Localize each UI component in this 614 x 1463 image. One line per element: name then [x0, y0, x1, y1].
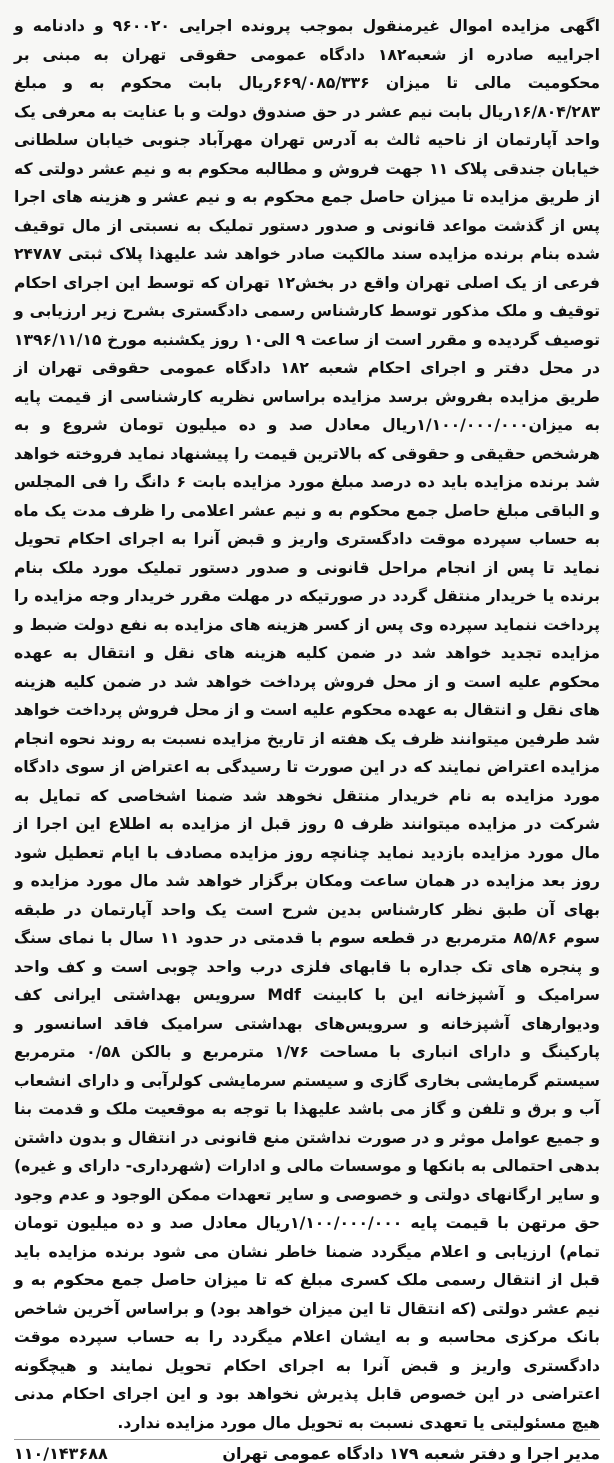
notice-number: ۱۱۰/۱۴۳۶۸۸	[14, 1444, 108, 1463]
notice-footer	[14, 1439, 600, 1463]
signature-line: مدیر اجرا و دفتر شعبه ۱۷۹ دادگاه عمومی تهران	[222, 1444, 600, 1463]
notice-body-text: اگهی مزایده اموال غیرمنقول بموجب پرونده اجرایی ۹۶۰۰۲۰ و دادنامه و اجراییه صادره از شعبه۱۸۲ دادگاه عمومی حقوقی تهران به مبنی بر محکومیت مالی تا میزان ۶۶۹/۰۸۵/۳۳۶ریال بابت محکوم به و مبلغ ۱۶/۸۰۴/۲۸۳ریال بابت نیم عشر در حق صندوق دولت و با عنایت به معرفی یک واحد آپارتمان از ناحیه ثالث به آدرس تهران مهرآباد جنوبی خیابان سلطانی خیابان جندقی پلاک ۱۱ جهت فروش و مطالبه محکوم به و نیم عشر دولتی که از طریق مزایده تا میزان حاصل جمع محکوم به و نیم عشر و هزینه های اجرا پس از گذشت مواعد قانونی و صدور دستور تملیک به نسبتی از مال توقیف شده بنام برنده مزایده سند مالکیت صادر خواهد شد علیهذا پلاک ثبتی ۲۴۷۸۷ فرعی از یک اصلی تهران واقع در بخش۱۲ تهران که توسط این اجرای احکام توقیف و ملک مذکور توسط کارشناس رسمی دادگستری بشرح زیر ارزیابی و توصیف گردیده و مقرر است از ساعت ۹ الی۱۰ روز یکشنبه مورخ ۱۳۹۶/۱۱/۱۵ در محل دفتر و اجرای احکام شعبه ۱۸۲ دادگاه عمومی حقوقی تهران از طریق مزایده بفروش برسد مزایده براساس نظریه کارشناسی از قیمت پایه به میزان۱/۱۰۰/۰۰۰/۰۰۰ریال معادل صد و ده میلیون تومان شروع و به هرشخص حقیقی و حقوقی که بالاترین قیمت را پیشنهاد نماید فروخته خواهد شد برنده مزایده باید ده درصد مبلغ مورد مزایده بابت ۶ دانگ را فی المجلس و الباقی مبلغ حاصل جمع محکوم به و نیم عشر اعلامی را ظرف مدت یک ماه به حساب سپرده موقت دادگستری واریز و قبض آنرا به اجرای احکام تحویل نماید تا پس از انجام مراحل قانونی و صدور دستور تملیک مورد ملک بنام برنده یا خریدار منتقل گردد در صورتیکه در مهلت مقرر خریدار وجه مزایده را پرداخت ننماید سپرده وی پس از کسر هزینه های مزایده به نفع دولت ضبط و مزایده تجدید خواهد شد در ضمن کلیه هزینه های نقل و انتقال به عهده محکوم علیه است و از محل فروش پرداخت خواهد شد در ضمن کلیه هزینه های نقل و انتقال به عهده محکوم علیه است و از محل فروش پرداخت خواهد شد طرفین میتوانند ظرف یک هفته از تاریخ مزایده نسبت به روند نحوه انجام مزایده اعتراض نمایند که در این صورت تا رسیدگی به اعتراض از سوی دادگاه مورد مزایده به نام خریدار منتقل نخوهد شد ضمنا اشخاصی که تمایل به شرکت در مزایده میتوانند ظرف ۵ روز قبل از مزایده به اطلاع این اجرا از مال مورد مزایده بازدید نماید چنانچه روز مزایده مصادف با ایام تعطیل شود روز بعد مزایده در همان ساعت ومکان برگزار خواهد شد مال مورد مزایده و بهای آن طبق نظر کارشناس بدین شرح است یک واحد آپارتمان در طبقه سوم ۸۵/۸۶ مترمربع در قطعه سوم با قدمتی در حدود ۱۱ سال با نمای سنگ و پنجره های تک جداره با قابهای فلزی درب واحد چوبی است و کف واحد سرامیک و آشپزخانه این با کابینت Mdf سرویس بهداشتی ایرانی کف ودیوارهای آشپزخانه و سرویس‌های بهداشتی سرامیک فاقد اسانسور و پارکینگ و دارای انباری با مساحت ۱/۷۶ مترمربع و بالکن ۰/۵۸ مترمربع سیستم گرمایشی بخاری گازی و سیستم سرمایشی کولرآبی و دارای انشعاب آب و برق و تلفن و گاز می باشد علیهذا با توجه به موقعیت ملک و قدمت بنا و جمیع عوامل موثر و در صورت نداشتن منع قانونی در انتقال و بدون داشتن بدهی احتمالی به بانکها و موسسات مالی و ادارات (شهرداری- دارای و غیره) و سایر ارگانهای دولتی و خصوصی و سایر تعهدات ممکن الوجود و عدم وجود حق مرتهن با قیمت پایه ۱/۱۰۰/۰۰۰/۰۰۰ریال معادل صد و ده میلیون تومان تمام) ارزیابی و اعلام میگردد ضمنا خاطر نشان می شود برنده مزایده باید قبل از انتقال رسمی ملک کسری مبلغ که تا میزان حاصل جمع محکوم به و نیم عشر دولتی (که انتقال تا این میزان خواهد بود) و براساس آخرین شاخص بانک مرکزی محاسبه و به ایشان اعلام میگردد را به حساب سپرده موقت دادگستری واریز و قبض آنرا به اجرای احکام تحویل نمایند و هیچگونه اعتراضی در این خصوص قابل پذیرش نخواهد بود و این اجرای احکام مدنی هیچ مسئولیتی یا تعهدی نسبت به تحویل مال مورد مزایده ندارد.	[14, 17, 601, 1432]
